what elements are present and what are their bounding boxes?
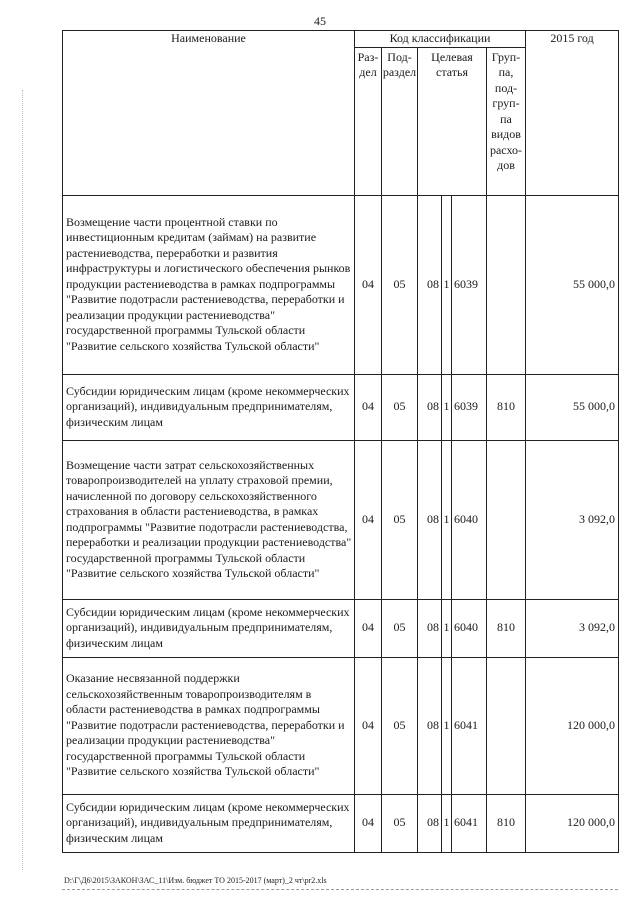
header-year: 2015 год xyxy=(526,31,619,196)
row-subsection: 05 xyxy=(382,599,418,657)
row-name: Субсидии юридическим лицам (кроме некоммерческих организаций), индивидуальным предпринимателям, физическим лицам xyxy=(63,599,355,657)
row-group xyxy=(487,440,526,599)
row-group: 810 xyxy=(487,599,526,657)
row-target-code: 6041 xyxy=(452,794,487,852)
row-subsection: 05 xyxy=(382,374,418,440)
row-section: 04 xyxy=(355,794,382,852)
row-target-program: 08 xyxy=(418,657,442,794)
row-amount: 120 000,0 xyxy=(526,794,619,852)
row-section: 04 xyxy=(355,374,382,440)
header-target-article: Целевая статья xyxy=(418,47,487,195)
row-name: Оказание несвязанной поддержки сельскохозяйственным товаропроизводителям в области растениеводства в рамках подпрограммы "Развитие подотрасли растениеводства, переработки и реализации продукции растениеводства" государственной программы Тульской области "Развитие сельского хозяйства Тульской области" xyxy=(63,657,355,794)
page-number: 45 xyxy=(314,14,326,28)
row-target-program: 08 xyxy=(418,794,442,852)
row-section: 04 xyxy=(355,599,382,657)
margin-marks xyxy=(22,90,25,870)
table-row xyxy=(63,657,619,794)
row-subsection: 05 xyxy=(382,657,418,794)
row-target-subprogram: 1 xyxy=(442,195,452,374)
row-target-subprogram: 1 xyxy=(442,374,452,440)
table-row xyxy=(63,195,619,374)
row-amount: 55 000,0 xyxy=(526,195,619,374)
table-row xyxy=(63,599,619,657)
row-subsection: 05 xyxy=(382,794,418,852)
budget-table xyxy=(62,30,619,853)
row-amount: 55 000,0 xyxy=(526,374,619,440)
row-target-code: 6041 xyxy=(452,657,487,794)
row-section: 04 xyxy=(355,195,382,374)
row-target-program: 08 xyxy=(418,440,442,599)
row-target-subprogram: 1 xyxy=(442,440,452,599)
row-group xyxy=(487,195,526,374)
row-target-program: 08 xyxy=(418,599,442,657)
file-path-footer: D:\Г\Д6\2015\ЗАКОН\ЗАС_11\Изм. бюджет ТО 2015-2017 (март)_2 чт\pr2.xls xyxy=(64,876,327,885)
row-section: 04 xyxy=(355,440,382,599)
row-subsection: 05 xyxy=(382,440,418,599)
row-target-code: 6040 xyxy=(452,599,487,657)
table-row xyxy=(63,374,619,440)
row-name: Возмещение части процентной ставки по инвестиционным кредитам (займам) на развитие растениеводства, переработки и развития инфраструктуры и логистического обеспечения рынков продукции растениеводства в рамках подпрограммы "Развитие подотрасли растениеводства, переработки и реализации продукции растениеводства" государственной программы Тульской области "Развитие сельского хозяйства Тульской области" xyxy=(63,195,355,374)
row-subsection: 05 xyxy=(382,195,418,374)
table-row xyxy=(63,794,619,852)
row-target-code: 6040 xyxy=(452,440,487,599)
row-section: 04 xyxy=(355,657,382,794)
row-target-code: 6039 xyxy=(452,195,487,374)
row-target-code: 6039 xyxy=(452,374,487,440)
row-name: Субсидии юридическим лицам (кроме некоммерческих организаций), индивидуальным предпринимателям, физическим лицам xyxy=(63,374,355,440)
row-target-subprogram: 1 xyxy=(442,657,452,794)
header-classification: Код классификации xyxy=(355,31,526,48)
table-row xyxy=(63,440,619,599)
row-target-subprogram: 1 xyxy=(442,794,452,852)
header-expense-group: Груп-па, под-груп-па видов расхо-дов xyxy=(487,47,526,195)
row-group: 810 xyxy=(487,374,526,440)
row-name: Субсидии юридическим лицам (кроме некоммерческих организаций), индивидуальным предпринимателям, физическим лицам xyxy=(63,794,355,852)
row-target-program: 08 xyxy=(418,374,442,440)
row-amount: 3 092,0 xyxy=(526,440,619,599)
row-group: 810 xyxy=(487,794,526,852)
row-amount: 120 000,0 xyxy=(526,657,619,794)
row-group xyxy=(487,657,526,794)
bottom-rule xyxy=(62,889,618,890)
row-name: Возмещение части затрат сельскохозяйственных товаропроизводителей на уплату страховой премии, начисленной по договору сельскохозяйственного страхования в области растениеводства, в рамках подпрограммы "Развитие подотрасли растениеводства, переработки и реализации продукции растениеводства" государственной программы Тульской области "Развитие сельского хозяйства Тульской области" xyxy=(63,440,355,599)
header-subsection: Под-раздел xyxy=(382,47,418,195)
row-target-subprogram: 1 xyxy=(442,599,452,657)
row-target-program: 08 xyxy=(418,195,442,374)
row-amount: 3 092,0 xyxy=(526,599,619,657)
header-section: Раз-дел xyxy=(355,47,382,195)
header-name: Наименование xyxy=(63,31,355,196)
